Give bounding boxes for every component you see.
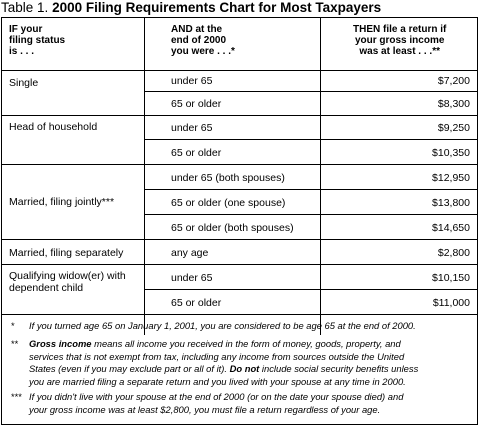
age-cell: 65 or older xyxy=(171,147,222,159)
filing-status-head-of-household: Head of household xyxy=(9,121,98,133)
footnote-rule xyxy=(2,314,477,315)
amount-cell: $10,350 xyxy=(432,147,470,159)
filing-requirements-table xyxy=(1,17,478,425)
row-rule xyxy=(144,189,477,190)
amount-cell: $13,800 xyxy=(432,197,470,209)
amount-cell: $2,800 xyxy=(437,247,470,259)
footnote-gross-income: ** Gross income means all income you received in the form of money, goods, property, and services that is not exempt from tax, including any income from sources outside the United States (even if you may exclude part or all of it). Do not include social security benefits unless you are married filing a separate return and you lived with your spouse at any time in 2000. xyxy=(11,338,419,387)
header-rule xyxy=(2,70,477,71)
column-divider xyxy=(320,18,321,335)
amount-cell: $10,150 xyxy=(432,272,470,284)
footnote-age-65: * If you turned age 65 on January 1, 2001, you are considered to be age 65 at the end of 2000. xyxy=(11,320,416,331)
header-age: AND at the end of 2000 you were . . .* xyxy=(171,24,235,57)
age-cell: under 65 (both spouses) xyxy=(171,172,285,184)
age-cell: any age xyxy=(171,247,209,259)
column-divider xyxy=(144,18,145,335)
age-cell: 65 or older xyxy=(171,98,222,110)
filing-status-married-separately: Married, filing separately xyxy=(9,247,124,259)
amount-cell: $14,650 xyxy=(432,222,470,234)
age-cell: 65 or older (one spouse) xyxy=(171,197,286,209)
amount-cell: $8,300 xyxy=(437,98,470,110)
row-rule xyxy=(144,289,477,290)
group-rule xyxy=(2,164,477,165)
age-cell: 65 or older xyxy=(171,297,222,309)
table-title xyxy=(1,0,381,16)
footnote-spouse: *** If you didn't live with your spouse at the end of 2000 (or on the date your spouse died) and your gross income was at least $2,800, you must file a return regardless of your age. xyxy=(11,391,404,415)
amount-cell: $12,950 xyxy=(432,172,470,184)
age-cell: under 65 xyxy=(171,272,213,284)
filing-status-married-jointly: Married, filing jointly*** xyxy=(9,196,115,208)
table-heading: 2000 Filing Requirements Chart for Most Taxpayers xyxy=(52,0,382,15)
table-number: Table 1. xyxy=(1,0,49,15)
group-rule xyxy=(2,239,477,240)
age-cell: 65 or older (both spouses) xyxy=(171,222,294,234)
header-gross-income: THEN file a return if your gross income was at least . . .** xyxy=(353,24,447,57)
amount-cell: $9,250 xyxy=(437,122,470,134)
filing-status-single: Single xyxy=(9,77,39,89)
header-filing-status: IF your filing status is . . . xyxy=(9,24,66,57)
amount-cell: $7,200 xyxy=(437,75,470,87)
row-rule xyxy=(144,91,477,92)
age-cell: under 65 xyxy=(171,75,213,87)
filing-status-qualifying-widower: Qualifying widow(er) with dependent child xyxy=(9,270,126,294)
row-rule xyxy=(144,214,477,215)
row-rule xyxy=(144,139,477,140)
amount-cell: $11,000 xyxy=(432,297,470,309)
age-cell: under 65 xyxy=(171,122,213,134)
group-rule xyxy=(2,264,477,265)
group-rule xyxy=(2,115,477,116)
